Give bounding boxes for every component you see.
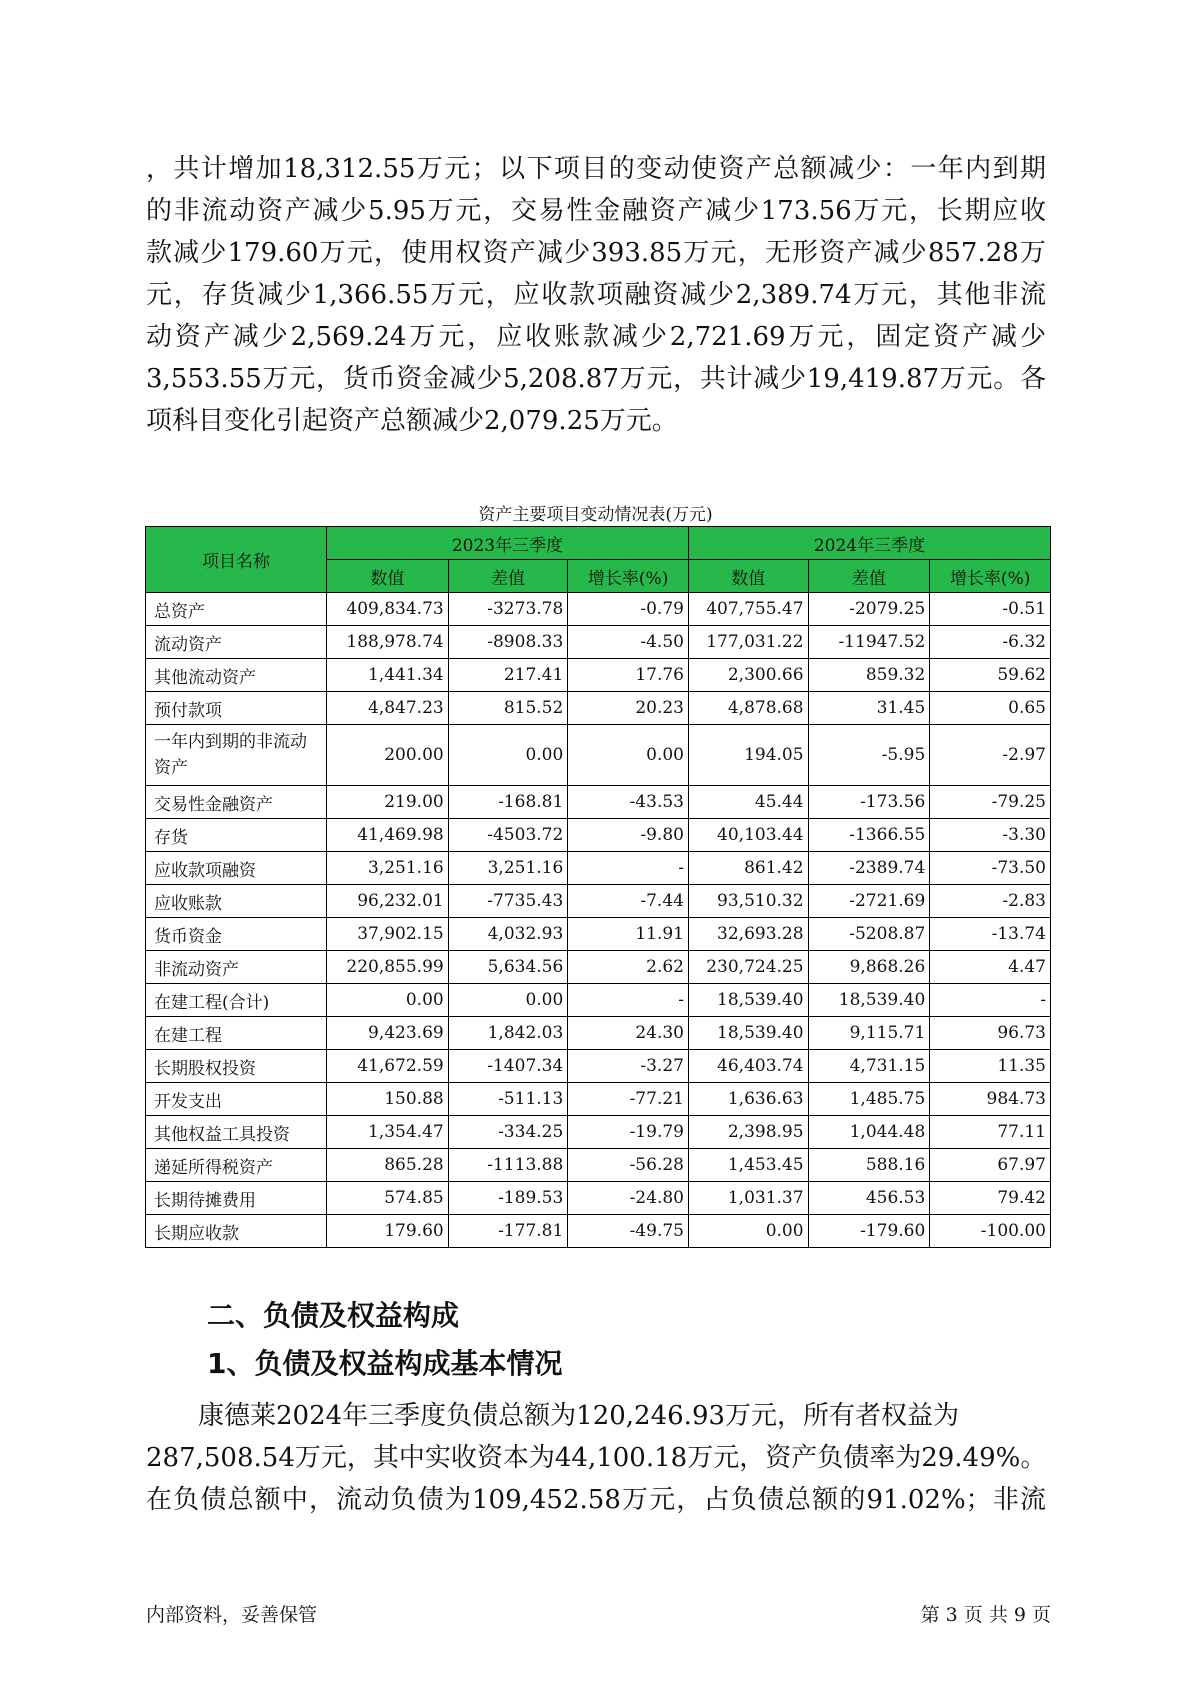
cell-diff-2024: 1,485.75	[808, 1083, 930, 1116]
cell-rate-2024: -	[930, 984, 1051, 1017]
cell-value-2024: 2,398.95	[688, 1116, 808, 1149]
cell-diff-2023: -1407.34	[448, 1050, 568, 1083]
cell-rate-2024: 96.73	[930, 1017, 1051, 1050]
row-item-name: 长期股权投资	[146, 1050, 327, 1083]
row-item-name: 长期待摊费用	[146, 1182, 327, 1215]
cell-diff-2023: 815.52	[448, 692, 568, 725]
table-row	[146, 786, 1051, 819]
cell-value-2023: 574.85	[326, 1182, 448, 1215]
text-line: 康德莱2024年三季度负债总额为120,246.93万元，所有者权益为	[198, 1401, 960, 1431]
cell-value-2024: 40,103.44	[688, 819, 808, 852]
header-diff-2023: 差值	[448, 560, 568, 593]
cell-rate-2024: 67.97	[930, 1149, 1051, 1182]
cell-value-2023: 200.00	[326, 725, 448, 786]
cell-rate-2024: -0.51	[930, 593, 1051, 626]
cell-value-2024: 32,693.28	[688, 918, 808, 951]
text-line: 动资产减少2,569.24万元，应收账款减少2,721.69万元，固定资产减少	[146, 322, 1046, 352]
cell-diff-2023: 3,251.16	[448, 852, 568, 885]
row-item-name: 流动资产	[146, 626, 327, 659]
cell-value-2024: 0.00	[688, 1215, 808, 1248]
cell-diff-2024: -5.95	[808, 725, 930, 786]
cell-diff-2023: -8908.33	[448, 626, 568, 659]
text-line: ，共计增加18,312.55万元；以下项目的变动使资产总额减少：一年内到期	[146, 154, 1046, 184]
header-diff-2024: 差值	[808, 560, 930, 593]
text-line: 元，存货减少1,366.55万元，应收款项融资减少2,389.74万元，其他非流	[146, 280, 1046, 310]
row-item-name: 开发支出	[146, 1083, 327, 1116]
row-item-name: 长期应收款	[146, 1215, 327, 1248]
footer-confidential-note: 内部资料，妥善保管	[146, 1604, 318, 1626]
text-line: 在负债总额中，流动负债为109,452.58万元，占负债总额的91.02%；非流	[146, 1485, 1046, 1515]
cell-rate-2023: 17.76	[568, 659, 689, 692]
cell-diff-2023: -3273.78	[448, 593, 568, 626]
table-row	[146, 626, 1051, 659]
cell-rate-2023: -0.79	[568, 593, 689, 626]
row-item-name: 其他流动资产	[146, 659, 327, 692]
cell-diff-2024: -2389.74	[808, 852, 930, 885]
cell-rate-2023: -7.44	[568, 885, 689, 918]
cell-diff-2024: -179.60	[808, 1215, 930, 1248]
cell-rate-2023: -9.80	[568, 819, 689, 852]
cell-rate-2024: 77.11	[930, 1116, 1051, 1149]
table-row	[146, 984, 1051, 1017]
cell-rate-2023: 11.91	[568, 918, 689, 951]
cell-value-2024: 861.42	[688, 852, 808, 885]
row-item-name: 一年内到期的非流动资产	[146, 725, 327, 786]
cell-value-2024: 194.05	[688, 725, 808, 786]
cell-diff-2023: -511.13	[448, 1083, 568, 1116]
row-item-name: 总资产	[146, 593, 327, 626]
table-row	[146, 593, 1051, 626]
cell-value-2023: 1,354.47	[326, 1116, 448, 1149]
cell-rate-2023: 2.62	[568, 951, 689, 984]
cell-rate-2023: -56.28	[568, 1149, 689, 1182]
cell-value-2023: 409,834.73	[326, 593, 448, 626]
table-row	[146, 1017, 1051, 1050]
table-row	[146, 692, 1051, 725]
row-item-name: 递延所得税资产	[146, 1149, 327, 1182]
asset-change-table	[145, 526, 1051, 1248]
table-row	[146, 1149, 1051, 1182]
cell-diff-2024: 9,115.71	[808, 1017, 930, 1050]
header-value-2023: 数值	[326, 560, 448, 593]
cell-value-2024: 1,031.37	[688, 1182, 808, 1215]
table-row	[146, 1083, 1051, 1116]
row-item-name: 非流动资产	[146, 951, 327, 984]
cell-value-2024: 46,403.74	[688, 1050, 808, 1083]
cell-value-2023: 188,978.74	[326, 626, 448, 659]
cell-rate-2023: -4.50	[568, 626, 689, 659]
table-row	[146, 885, 1051, 918]
cell-diff-2024: 18,539.40	[808, 984, 930, 1017]
cell-diff-2023: 4,032.93	[448, 918, 568, 951]
table-body	[146, 593, 1051, 1248]
cell-value-2023: 3,251.16	[326, 852, 448, 885]
cell-value-2024: 2,300.66	[688, 659, 808, 692]
header-period-2023: 2023年三季度	[326, 527, 688, 560]
cell-value-2023: 865.28	[326, 1149, 448, 1182]
text-line: 287,508.54万元，其中实收资本为44,100.18万元，资产负债率为29.49%。	[146, 1443, 1047, 1473]
cell-rate-2023: 24.30	[568, 1017, 689, 1050]
row-item-name: 应收账款	[146, 885, 327, 918]
cell-diff-2023: -189.53	[448, 1182, 568, 1215]
cell-rate-2023: 0.00	[568, 725, 689, 786]
cell-rate-2024: -3.30	[930, 819, 1051, 852]
cell-rate-2024: -73.50	[930, 852, 1051, 885]
cell-rate-2023: -	[568, 984, 689, 1017]
table-row	[146, 725, 1051, 786]
row-item-name: 存货	[146, 819, 327, 852]
cell-value-2023: 179.60	[326, 1215, 448, 1248]
header-value-2024: 数值	[688, 560, 808, 593]
cell-rate-2023: -	[568, 852, 689, 885]
table-row	[146, 1182, 1051, 1215]
header-rate-2024: 增长率(%)	[930, 560, 1051, 593]
cell-rate-2024: 79.42	[930, 1182, 1051, 1215]
cell-diff-2023: 1,842.03	[448, 1017, 568, 1050]
cell-rate-2024: 59.62	[930, 659, 1051, 692]
row-item-name: 货币资金	[146, 918, 327, 951]
cell-diff-2024: -2721.69	[808, 885, 930, 918]
cell-diff-2024: 456.53	[808, 1182, 930, 1215]
table-row	[146, 918, 1051, 951]
cell-rate-2023: -19.79	[568, 1116, 689, 1149]
cell-value-2023: 41,672.59	[326, 1050, 448, 1083]
paragraph-asset-changes	[146, 148, 1046, 442]
row-item-name: 其他权益工具投资	[146, 1116, 327, 1149]
cell-value-2023: 220,855.99	[326, 951, 448, 984]
row-item-name: 在建工程(合计)	[146, 984, 327, 1017]
cell-diff-2024: 1,044.48	[808, 1116, 930, 1149]
cell-diff-2024: -1366.55	[808, 819, 930, 852]
cell-value-2024: 93,510.32	[688, 885, 808, 918]
cell-diff-2024: -2079.25	[808, 593, 930, 626]
text-line: 的非流动资产减少5.95万元，交易性金融资产减少173.56万元，长期应收	[146, 196, 1046, 226]
footer-page-number: 第 3 页 共 9 页	[920, 1604, 1051, 1626]
cell-value-2023: 0.00	[326, 984, 448, 1017]
cell-rate-2023: -24.80	[568, 1182, 689, 1215]
cell-value-2023: 37,902.15	[326, 918, 448, 951]
cell-value-2024: 230,724.25	[688, 951, 808, 984]
cell-value-2023: 4,847.23	[326, 692, 448, 725]
cell-diff-2024: 859.32	[808, 659, 930, 692]
row-item-name: 交易性金融资产	[146, 786, 327, 819]
cell-rate-2024: 11.35	[930, 1050, 1051, 1083]
cell-diff-2023: -4503.72	[448, 819, 568, 852]
table-caption: 资产主要项目变动情况表(万元)	[478, 505, 713, 525]
table-row	[146, 951, 1051, 984]
cell-rate-2024: 4.47	[930, 951, 1051, 984]
cell-diff-2023: -168.81	[448, 786, 568, 819]
cell-rate-2023: -49.75	[568, 1215, 689, 1248]
cell-diff-2023: 217.41	[448, 659, 568, 692]
cell-rate-2024: -100.00	[930, 1215, 1051, 1248]
table-row	[146, 819, 1051, 852]
cell-value-2024: 1,453.45	[688, 1149, 808, 1182]
cell-diff-2023: -7735.43	[448, 885, 568, 918]
cell-rate-2023: 20.23	[568, 692, 689, 725]
cell-rate-2024: -2.97	[930, 725, 1051, 786]
subsection-heading: 1、负债及权益构成基本情况	[207, 1347, 563, 1380]
cell-diff-2023: -177.81	[448, 1215, 568, 1248]
text-line: 项科目变化引起资产总额减少2,079.25万元。	[146, 406, 678, 436]
table-row	[146, 1215, 1051, 1248]
cell-rate-2024: -79.25	[930, 786, 1051, 819]
cell-diff-2024: -173.56	[808, 786, 930, 819]
header-item-name: 项目名称	[146, 527, 327, 593]
cell-rate-2023: -43.53	[568, 786, 689, 819]
text-line: 款减少179.60万元，使用权资产减少393.85万元，无形资产减少857.28万	[146, 238, 1046, 268]
table-row	[146, 1050, 1051, 1083]
cell-value-2023: 96,232.01	[326, 885, 448, 918]
cell-rate-2024: 984.73	[930, 1083, 1051, 1116]
header-rate-2023: 增长率(%)	[568, 560, 689, 593]
table-row	[146, 852, 1051, 885]
row-item-name: 预付款项	[146, 692, 327, 725]
cell-diff-2023: 5,634.56	[448, 951, 568, 984]
cell-value-2024: 1,636.63	[688, 1083, 808, 1116]
cell-value-2024: 18,539.40	[688, 984, 808, 1017]
cell-diff-2024: 31.45	[808, 692, 930, 725]
cell-value-2024: 177,031.22	[688, 626, 808, 659]
cell-value-2024: 18,539.40	[688, 1017, 808, 1050]
cell-rate-2024: 0.65	[930, 692, 1051, 725]
cell-value-2023: 150.88	[326, 1083, 448, 1116]
cell-diff-2024: -11947.52	[808, 626, 930, 659]
cell-rate-2023: -77.21	[568, 1083, 689, 1116]
cell-diff-2023: -334.25	[448, 1116, 568, 1149]
cell-rate-2024: -2.83	[930, 885, 1051, 918]
cell-rate-2023: -3.27	[568, 1050, 689, 1083]
cell-value-2023: 219.00	[326, 786, 448, 819]
table-row	[146, 1116, 1051, 1149]
cell-diff-2024: 4,731.15	[808, 1050, 930, 1083]
text-line: 3,553.55万元，货币资金减少5,208.87万元，共计减少19,419.87万元。各	[146, 364, 1046, 394]
cell-value-2024: 407,755.47	[688, 593, 808, 626]
cell-rate-2024: -13.74	[930, 918, 1051, 951]
cell-value-2023: 41,469.98	[326, 819, 448, 852]
cell-value-2023: 9,423.69	[326, 1017, 448, 1050]
paragraph-liabilities	[146, 1395, 1046, 1521]
cell-diff-2023: 0.00	[448, 725, 568, 786]
cell-value-2024: 45.44	[688, 786, 808, 819]
row-item-name: 在建工程	[146, 1017, 327, 1050]
cell-diff-2024: 588.16	[808, 1149, 930, 1182]
table-row	[146, 659, 1051, 692]
cell-diff-2024: -5208.87	[808, 918, 930, 951]
cell-value-2023: 1,441.34	[326, 659, 448, 692]
row-item-name: 应收款项融资	[146, 852, 327, 885]
cell-diff-2023: -1113.88	[448, 1149, 568, 1182]
cell-value-2024: 4,878.68	[688, 692, 808, 725]
section-heading: 二、负债及权益构成	[207, 1299, 460, 1332]
header-period-2024: 2024年三季度	[688, 527, 1050, 560]
cell-rate-2024: -6.32	[930, 626, 1051, 659]
cell-diff-2024: 9,868.26	[808, 951, 930, 984]
cell-diff-2023: 0.00	[448, 984, 568, 1017]
